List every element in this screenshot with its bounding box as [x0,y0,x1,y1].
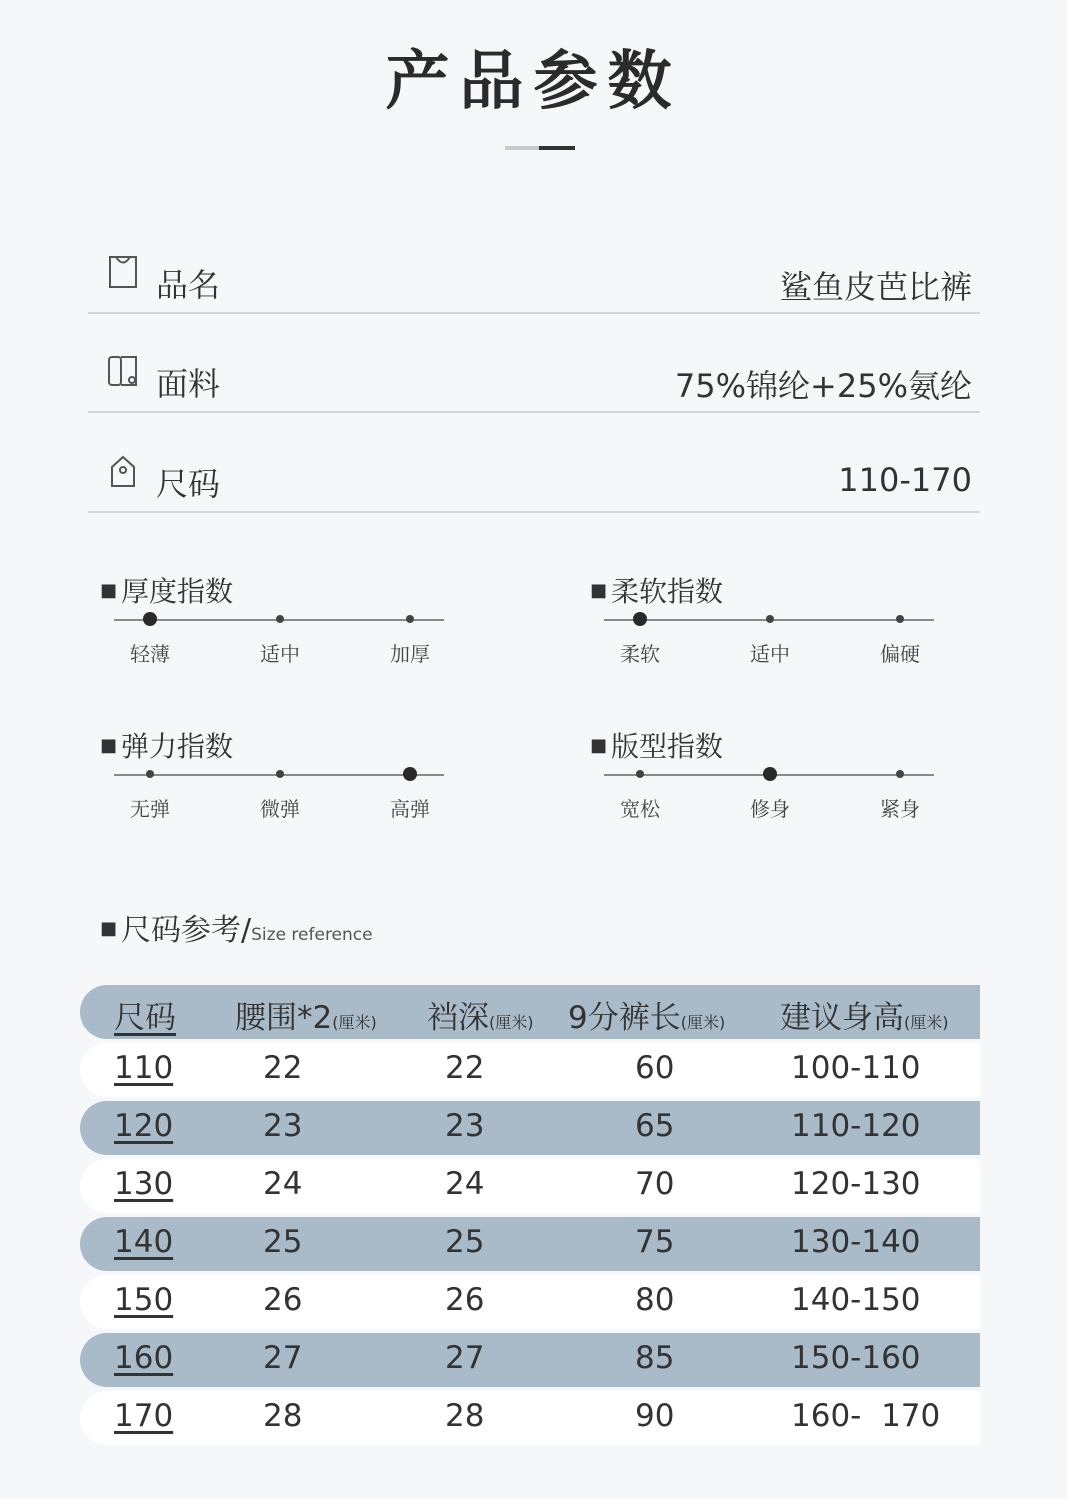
table-cell: 26 [445,1282,485,1318]
scale-dot [276,615,284,623]
scale-label: 高弹 [390,797,430,821]
tag-icon [106,453,140,489]
table-row [80,1043,980,1097]
scale-label: 无弹 [130,797,170,821]
table-cell: 110-120 [791,1108,921,1144]
scale-dot-selected [403,767,417,781]
table-header-cell: 建议身高(厘米) [780,1000,949,1036]
scale-0 [100,570,440,680]
table-cell: 22 [445,1050,485,1086]
scale-title: ■ 柔软指数 [590,575,724,608]
scale-dot [896,615,904,623]
scale-label: 修身 [750,797,790,821]
table-cell: 80 [635,1282,675,1318]
table-cell: 130 [114,1166,174,1202]
table-cell: 23 [263,1108,303,1144]
table-cell: 75 [635,1224,675,1260]
table-cell: 23 [445,1108,485,1144]
info-value: 110-170 [838,461,972,499]
table-cell: 24 [445,1166,485,1202]
scale-label: 宽松 [620,797,660,821]
table-cell: 70 [635,1166,675,1202]
table-cell: 85 [635,1340,675,1376]
scale-1 [590,570,930,680]
scale-dot [896,770,904,778]
info-row-fabric [88,311,980,413]
fabric-roll-icon [106,353,140,389]
scale-dot-selected [633,612,647,626]
table-header-cell: 9分裤长(厘米) [568,1000,726,1036]
table-header-cell: 尺码 [114,1000,176,1036]
scale-label: 适中 [750,642,790,666]
table-row [80,1159,980,1213]
scale-dot [406,615,414,623]
shirt-outline-icon [106,254,140,290]
scale-dot [766,615,774,623]
table-cell: 130-140 [791,1224,921,1260]
table-cell: 65 [635,1108,675,1144]
table-cell: 60 [635,1050,675,1086]
table-cell: 100-110 [791,1050,921,1086]
info-value: 鲨鱼皮芭比裤 [779,268,972,306]
scale-label: 适中 [260,642,300,666]
table-row [80,1391,980,1445]
scale-label: 轻薄 [130,642,170,666]
table-cell: 28 [263,1398,303,1434]
table-header-row [80,985,980,1039]
table-row [80,1101,980,1155]
table-cell: 26 [263,1282,303,1318]
page-title: 产品参数 [385,45,682,119]
scale-label: 微弹 [260,797,300,821]
table-row [80,1217,980,1271]
scale-dot [636,770,644,778]
scale-dot-selected [763,767,777,781]
table-cell: 150 [114,1282,174,1318]
table-header-cell: 腰围*2(厘米) [235,1000,377,1036]
table-cell: 27 [263,1340,303,1376]
info-value: 75%锦纶+25%氨纶 [674,367,972,405]
scale-title: ■ 弹力指数 [100,730,234,763]
info-label: 尺码 [156,465,221,503]
info-row-size [88,411,980,513]
info-label: 品名 [156,266,221,304]
table-cell: 160 [114,1340,174,1376]
table-row [80,1275,980,1329]
info-row-name [88,212,980,314]
table-cell: 120 [114,1108,174,1144]
table-cell: 170 [114,1398,174,1434]
table-cell: 25 [263,1224,303,1260]
info-label: 面料 [156,365,221,403]
table-cell: 28 [445,1398,485,1434]
scale-dot [146,770,154,778]
table-cell: 150-160 [791,1340,921,1376]
scale-label: 紧身 [880,797,920,821]
table-cell: 90 [635,1398,675,1434]
scale-label: 偏硬 [880,642,920,666]
scale-title: ■ 版型指数 [590,730,724,763]
table-cell: 110 [114,1050,174,1086]
table-cell: 140-150 [791,1282,921,1318]
scale-label: 柔软 [620,642,660,666]
scale-dot [276,770,284,778]
scale-3 [590,725,930,835]
table-cell: 140 [114,1224,174,1260]
table-cell: 27 [445,1340,485,1376]
table-row [80,1333,980,1387]
scale-title: ■ 厚度指数 [100,575,234,608]
table-cell: 160- 170 [791,1398,941,1434]
table-cell: 25 [445,1224,485,1260]
table-cell: 24 [263,1166,303,1202]
table-header-cell: 裆深(厘米) [427,1000,534,1036]
scale-label: 加厚 [390,642,430,666]
table-cell: 120-130 [791,1166,921,1202]
title-divider [505,146,575,150]
scale-2 [100,725,440,835]
size-reference-title: ■ 尺码参考/Size reference [100,913,373,948]
table-cell: 22 [263,1050,303,1086]
scale-dot-selected [143,612,157,626]
